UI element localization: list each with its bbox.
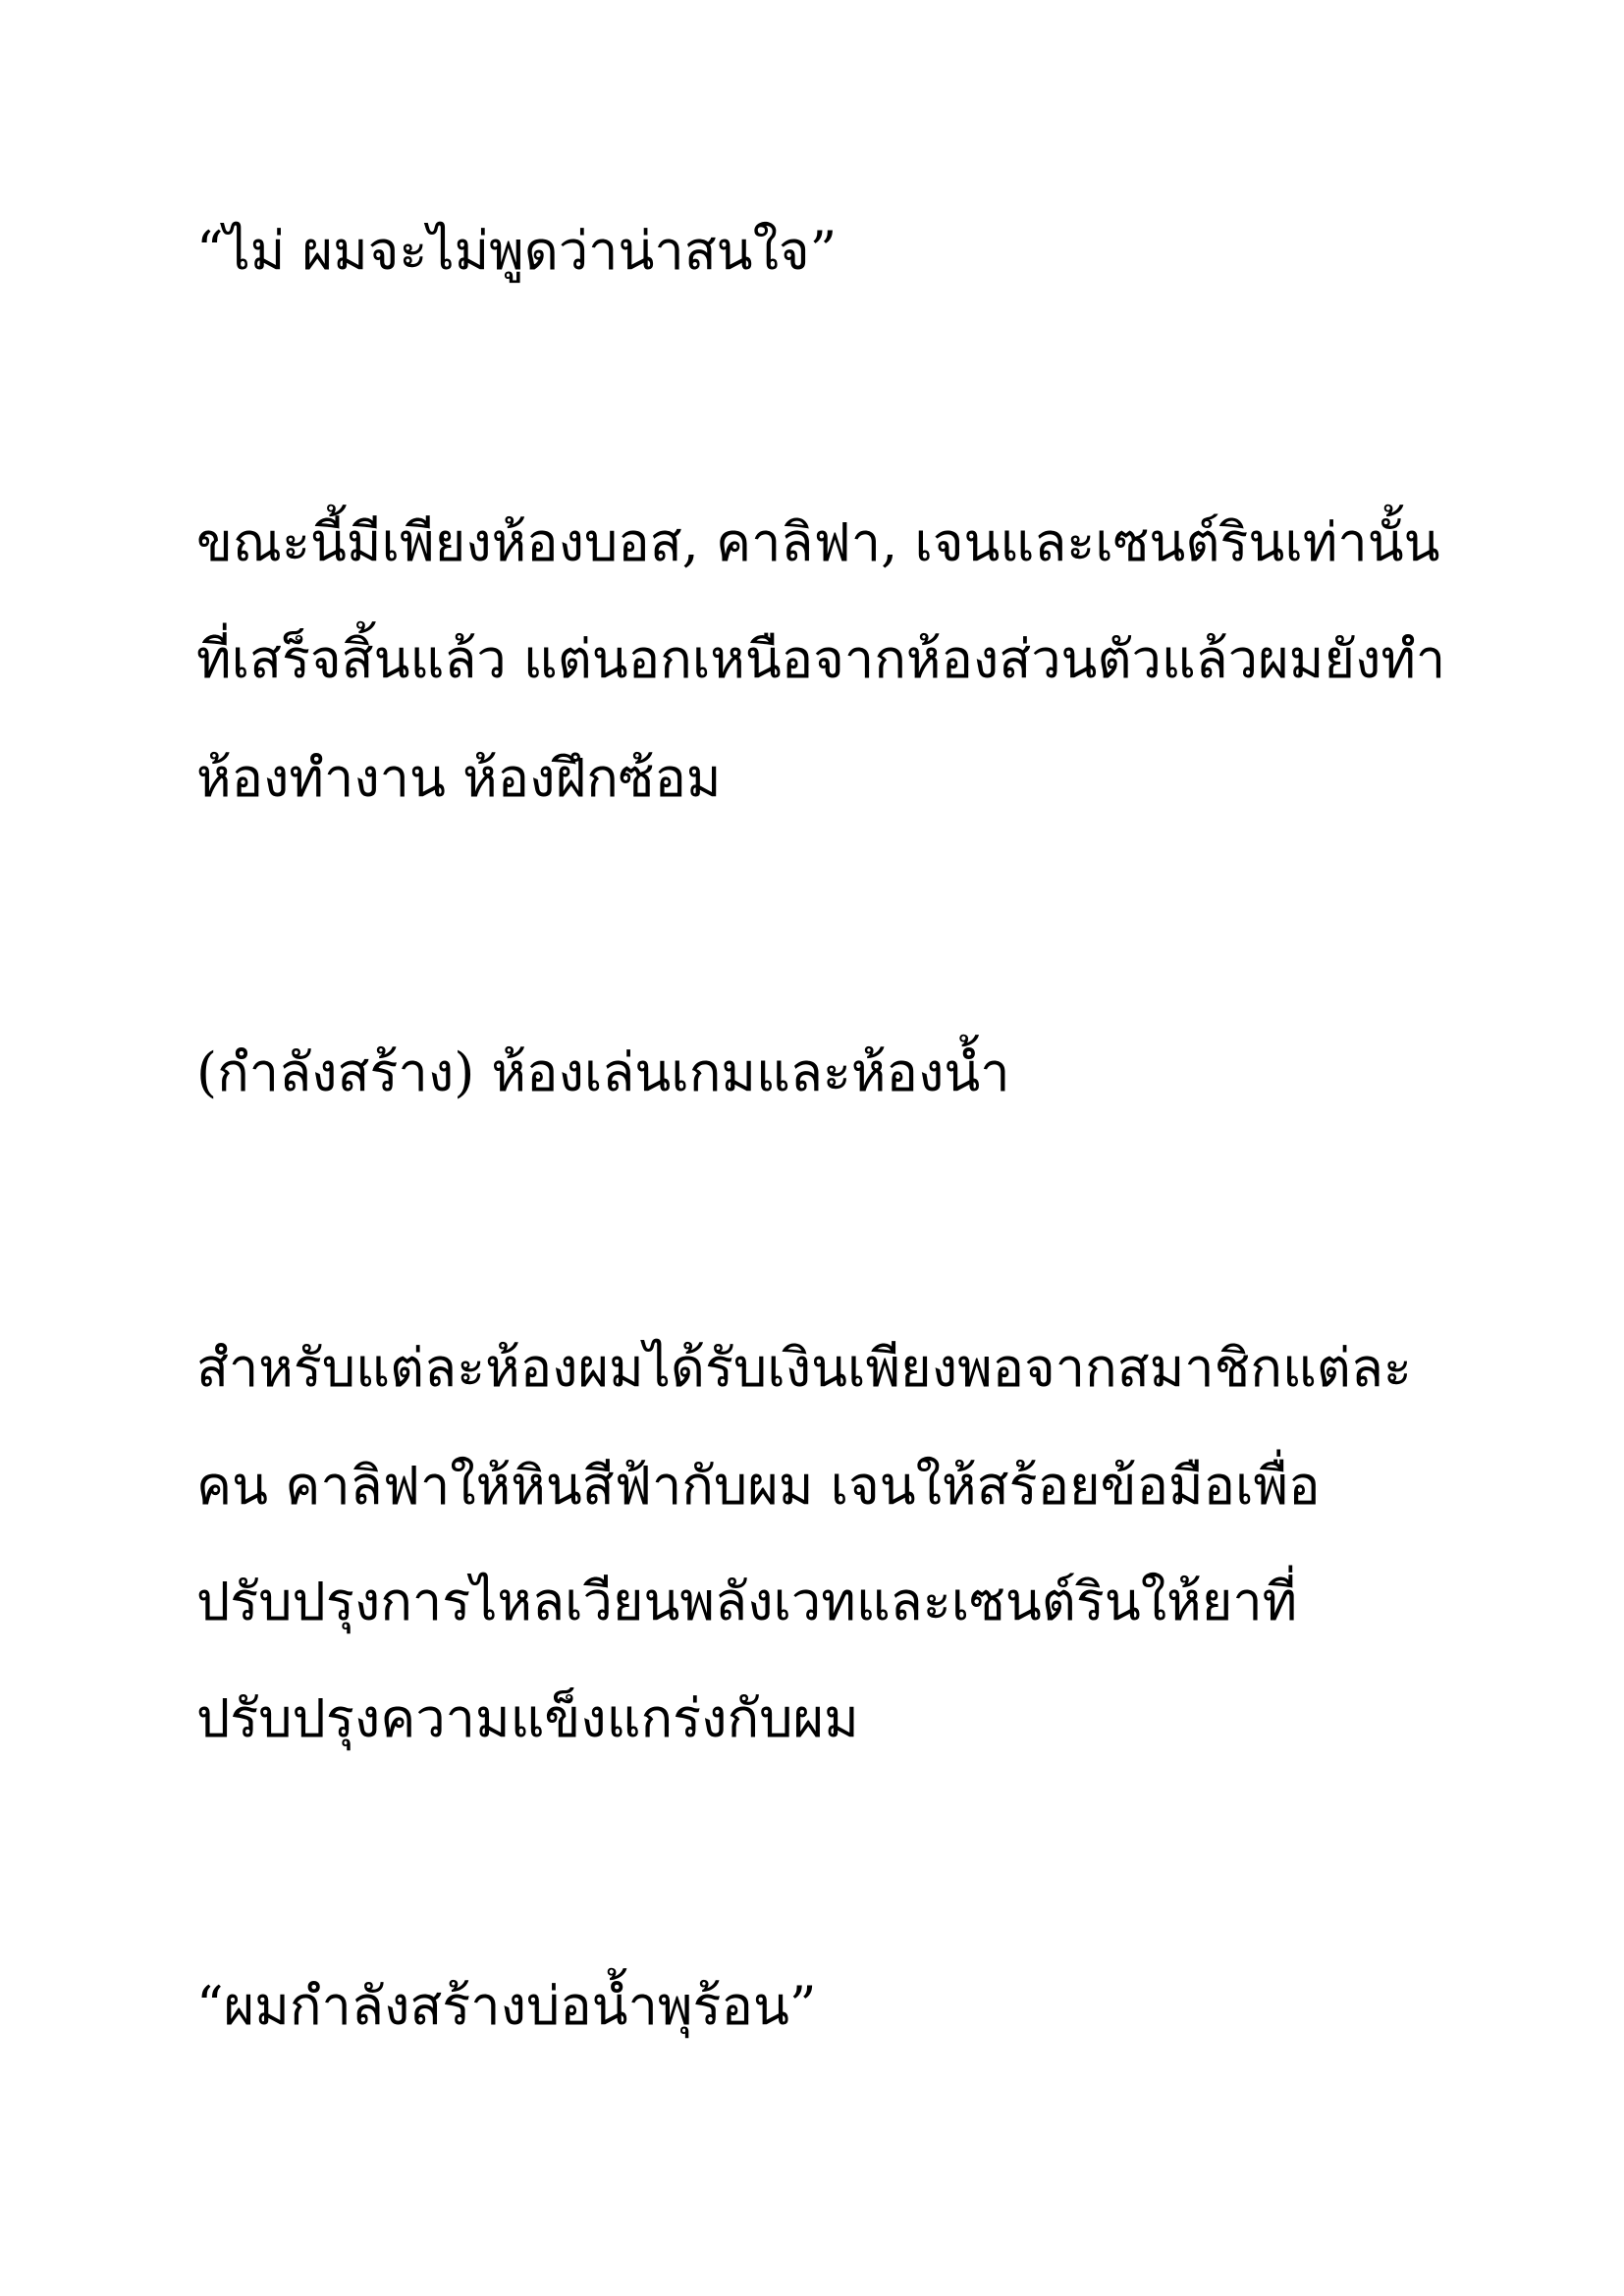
paragraph-1-line-1: “ไม่ ผมจะไม่พูดว่าน่าสนใจ” (196, 220, 838, 282)
paragraph-2-line-2: ที่เสร็จสิ้นแล้ว แต่นอกเหนือจากห้องส่วนตัวแล้วผมยังทำ (196, 628, 1446, 690)
paragraph-4-line-2: คน คาลิฟาให้หินสีฟ้ากับผม เจนให้สร้อยข้อมือเพื่อ (196, 1455, 1321, 1517)
paragraph-4-line-1: สำหรับแต่ละห้องผมได้รับเงินเพียงพอจากสมาชิกแต่ละ (196, 1337, 1412, 1399)
paragraph-2-line-3: ห้องทำงาน ห้องฝึกซ้อม (196, 747, 722, 809)
paragraph-4-line-4: ปรับปรุงความแข็งแกร่งกับผม (196, 1687, 859, 1749)
paragraph-2-line-1: ขณะนี้มีเพียงห้องบอส, คาลิฟา, เจนและเซนต์รินเท่านั้น (196, 511, 1440, 573)
paragraph-3-line-1: (กำลังสร้าง) ห้องเล่นเกมและห้องน้ำ (196, 1041, 1010, 1103)
paragraph-4-line-3: ปรับปรุงการไหลเวียนพลังเวทและเซนต์รินให้ยาที่ (196, 1571, 1298, 1632)
paragraph-5-line-1: “ผมกำลังสร้างบ่อน้ำพุร้อน” (196, 1975, 817, 2037)
